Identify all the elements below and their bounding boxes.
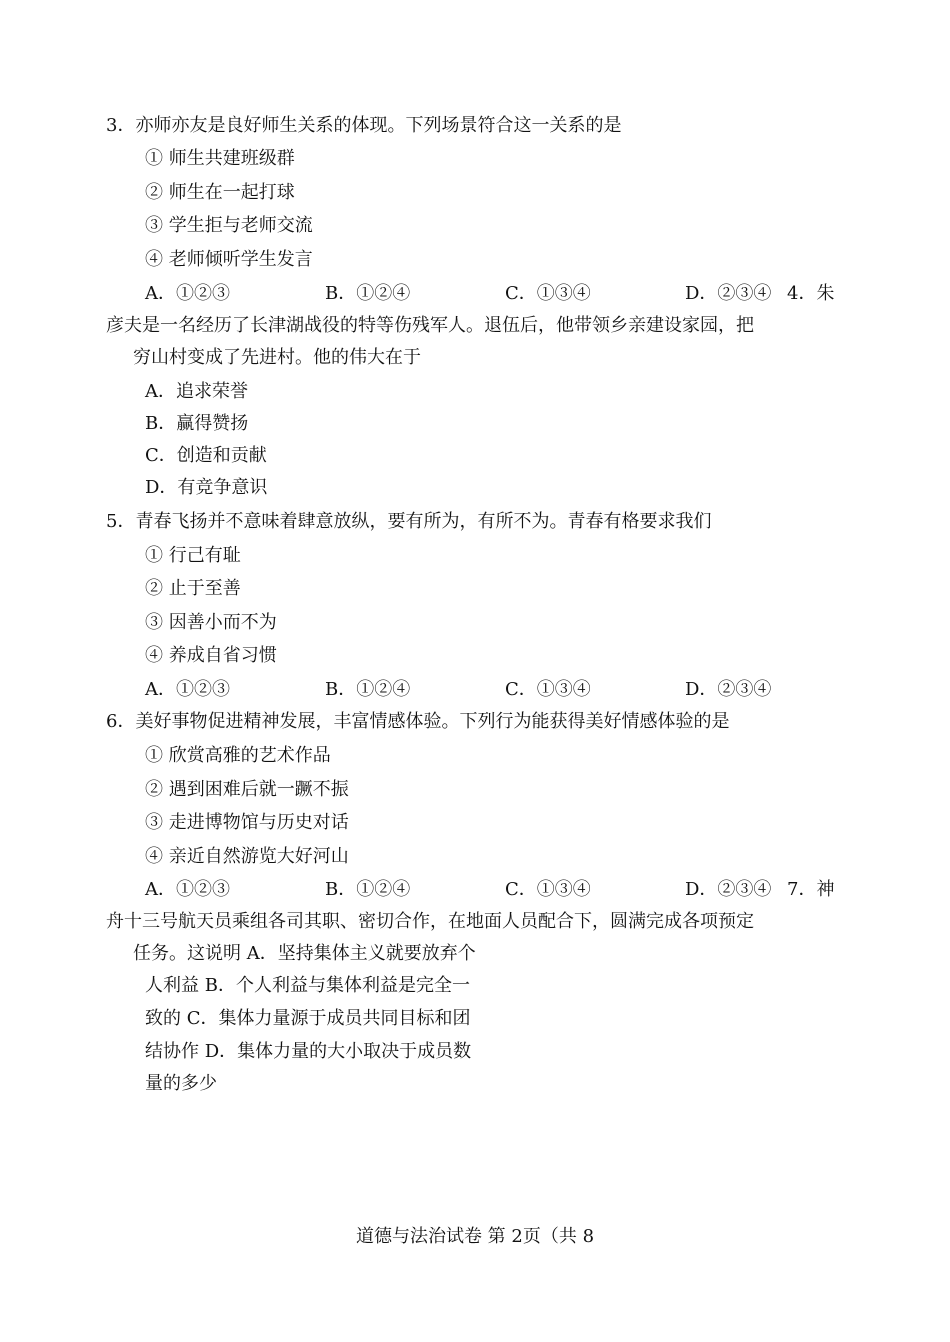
q7-line-1: 任务。这说明 A．坚持集体主义就要放弃个 bbox=[133, 943, 476, 964]
q3-stem: 3．亦师亦友是良好师生关系的体现。下列场景符合这一关系的是 bbox=[106, 115, 622, 136]
q7-stem-line2: 舟十三号航天员乘组各司其职、密切合作，在地面人员配合下，圆满完成各项预定 bbox=[106, 911, 754, 932]
q5-option-c: C．①③④ bbox=[505, 679, 591, 700]
q5-option-b: B．①②④ bbox=[325, 679, 411, 700]
q4-stem-line3: 穷山村变成了先进村。他的伟大在于 bbox=[133, 347, 421, 368]
q7-line-3: 致的 C．集体力量源于成员共同目标和团 bbox=[145, 1008, 471, 1029]
q5-option-d: D．②③④ bbox=[685, 679, 772, 700]
q7-line-2: 人利益 B．个人利益与集体利益是完全一 bbox=[145, 975, 470, 996]
q5-option-a: A．①②③ bbox=[145, 679, 230, 700]
q7-line-5: 量的多少 bbox=[145, 1073, 217, 1094]
q3-item-2: ② 师生在一起打球 bbox=[145, 182, 295, 203]
q6-item-4: ④ 亲近自然游览大好河山 bbox=[145, 846, 349, 867]
q7-line-4: 结协作 D．集体力量的大小取决于成员数 bbox=[145, 1041, 472, 1062]
q4-option-b: B．赢得赞扬 bbox=[145, 413, 249, 434]
q5-item-1: ① 行己有耻 bbox=[145, 545, 241, 566]
q6-option-b: B．①②④ bbox=[325, 879, 411, 900]
q6-option-d: D．②③④ bbox=[685, 879, 772, 900]
q7-stem-start: 7．神 bbox=[787, 879, 835, 900]
q4-stem-start: 4．朱 bbox=[787, 283, 835, 304]
q5-item-2: ② 止于至善 bbox=[145, 578, 241, 599]
q3-option-b: B．①②④ bbox=[325, 283, 411, 304]
q6-item-2: ② 遇到困难后就一蹶不振 bbox=[145, 779, 349, 800]
q3-item-1: ① 师生共建班级群 bbox=[145, 148, 295, 169]
q6-option-c: C．①③④ bbox=[505, 879, 591, 900]
q6-stem: 6．美好事物促进精神发展，丰富情感体验。下列行为能获得美好情感体验的是 bbox=[106, 711, 730, 732]
q6-item-1: ① 欣赏高雅的艺术作品 bbox=[145, 745, 331, 766]
q5-stem: 5．青春飞扬并不意味着肆意放纵，要有所为，有所不为。青春有格要求我们 bbox=[106, 511, 712, 532]
q6-option-a: A．①②③ bbox=[145, 879, 230, 900]
q6-item-3: ③ 走进博物馆与历史对话 bbox=[145, 812, 349, 833]
q3-option-c: C．①③④ bbox=[505, 283, 591, 304]
q3-item-4: ④ 老师倾听学生发言 bbox=[145, 249, 313, 270]
q4-option-a: A．追求荣誉 bbox=[145, 381, 248, 402]
q5-item-3: ③ 因善小而不为 bbox=[145, 612, 277, 633]
q4-stem-line2: 彦夫是一名经历了长津湖战役的特等伤残军人。退伍后，他带领乡亲建设家园，把 bbox=[106, 315, 754, 336]
q4-option-d: D．有竞争意识 bbox=[145, 477, 268, 498]
q3-option-d: D．②③④ bbox=[685, 283, 772, 304]
page-footer: 道德与法治试卷 第 2页（共 8 bbox=[355, 1226, 595, 1247]
q3-item-3: ③ 学生拒与老师交流 bbox=[145, 215, 313, 236]
q3-option-a: A．①②③ bbox=[145, 283, 230, 304]
q5-item-4: ④ 养成自省习惯 bbox=[145, 645, 277, 666]
q4-option-c: C．创造和贡献 bbox=[145, 445, 267, 466]
